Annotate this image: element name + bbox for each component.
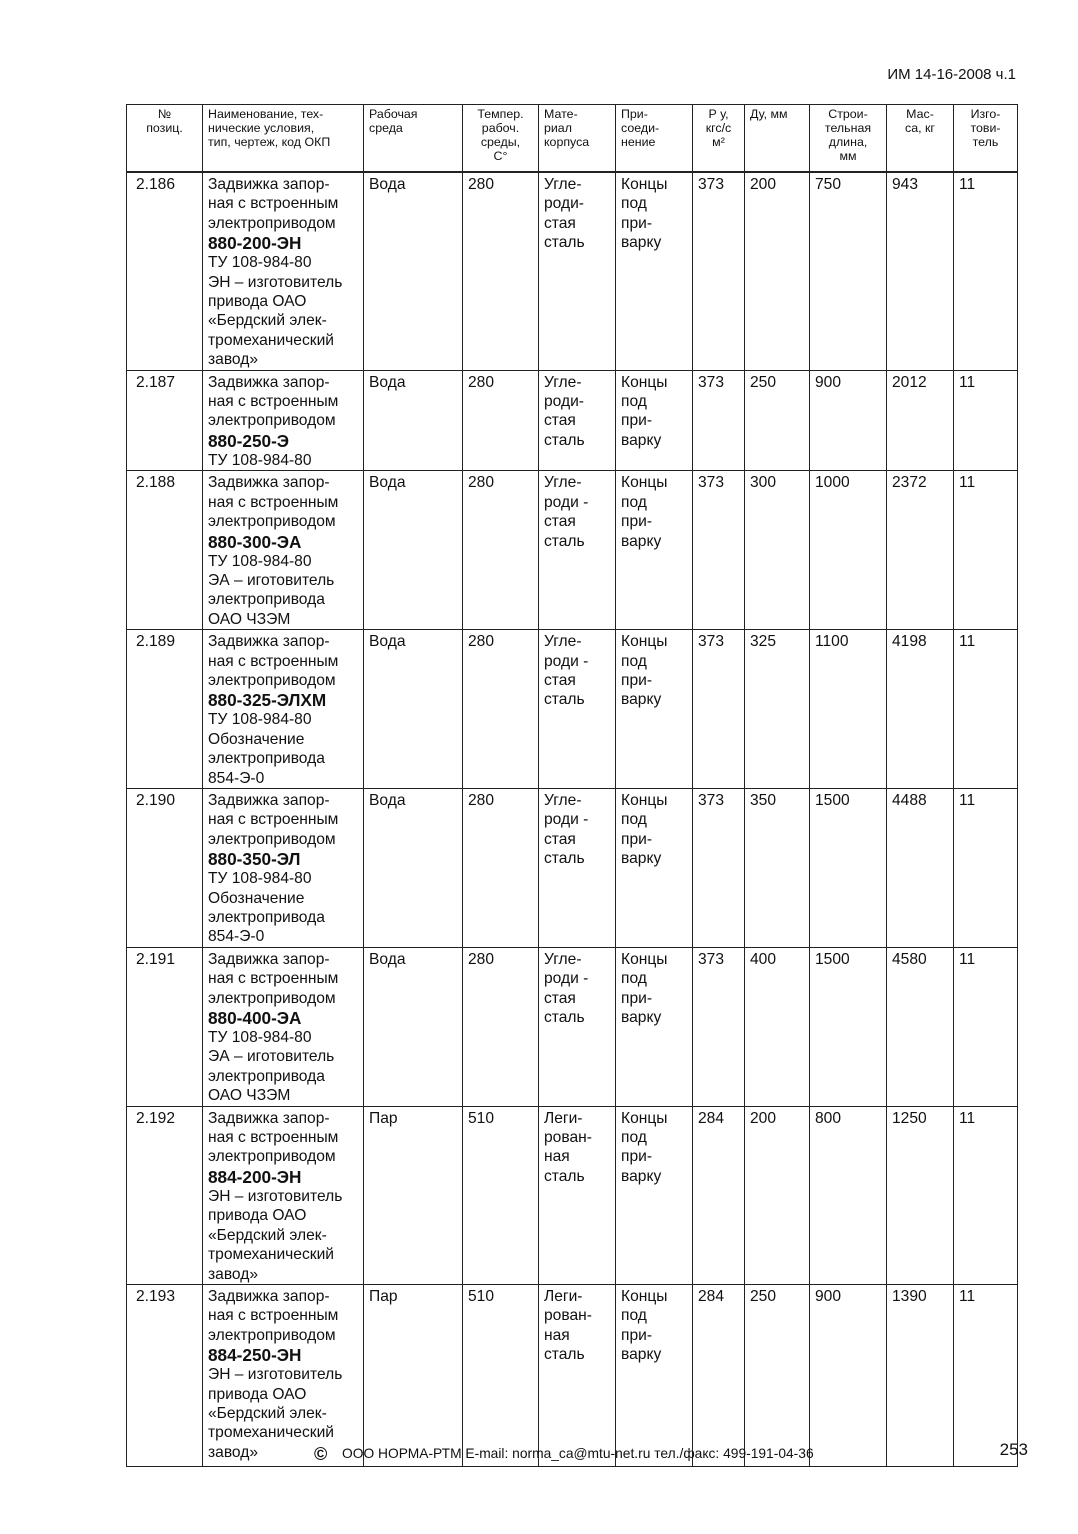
temperature-cell-value: 280 [468, 633, 495, 651]
pressure-cell-value: 373 [698, 474, 725, 492]
position-cell-value: 2.190 [136, 791, 176, 809]
mass-cell-value: 1250 [892, 1109, 927, 1127]
material-cell-value: Леги- рован- ная сталь [544, 1287, 592, 1364]
valve-model: 880-200-ЭН [208, 233, 302, 254]
temperature-cell [463, 630, 539, 789]
manufacturer-cell-value: 11 [959, 1109, 976, 1127]
connection-cell-value: Концы под при- варку [621, 1109, 668, 1185]
valve-description: Задвижка запор- ная с встроенным электроприводом [208, 373, 339, 430]
manufacturer-cell-value: 11 [959, 1287, 976, 1305]
material-cell-value: Угле- роди - стая сталь [544, 950, 589, 1027]
table-row [127, 471, 1018, 630]
valve-specs: ТУ 108-984-80 ЭА – иготовитель электропривода ОАО ЧЗЭМ [208, 1029, 335, 1105]
medium-cell-value: Вода [369, 176, 406, 193]
position-cell [127, 172, 203, 370]
copyright-icon: © [314, 1444, 328, 1464]
mass-cell-value: 4580 [892, 950, 927, 968]
connection-cell [616, 1284, 693, 1466]
mass-cell-value: 2372 [892, 474, 927, 492]
material-cell [539, 471, 616, 630]
valve-specs: ТУ 108-984-80 [208, 451, 312, 469]
nominal-diameter-cell [745, 630, 810, 789]
temperature-cell [463, 1284, 539, 1466]
mass-cell [887, 370, 954, 471]
position-cell-value: 2.192 [136, 1109, 176, 1127]
fittings-spec-table [126, 104, 1018, 1467]
length-cell [810, 471, 887, 630]
valve-specs: ЭН – изготовитель привода ОАО «Бердский элек- тромеханический завод» [208, 1187, 343, 1283]
mass-cell-value: 4488 [892, 791, 927, 809]
length-cell [810, 1284, 887, 1466]
connection-cell-value: Концы под при- варку [621, 633, 668, 709]
valve-model: 884-250-ЭН [208, 1345, 302, 1366]
medium-cell [364, 172, 463, 370]
length-cell-value: 900 [815, 373, 842, 391]
temperature-cell-value: 280 [468, 176, 495, 193]
material-cell [539, 172, 616, 370]
manufacturer-cell [954, 630, 1018, 789]
length-cell-value: 1000 [815, 474, 850, 492]
medium-cell [364, 630, 463, 789]
length-cell-value: 1500 [815, 950, 850, 968]
position-cell [127, 1284, 203, 1466]
length-cell-value: 750 [815, 176, 842, 193]
pressure-cell-value: 373 [698, 633, 725, 651]
medium-cell-value: Пар [369, 1109, 398, 1127]
nominal-diameter-cell-value: 250 [750, 373, 777, 391]
valve-specs: ТУ 108-984-80 Обозначение электропривода 854-Э-0 [208, 870, 325, 946]
table-row [127, 947, 1018, 1106]
header-length: Строи- тельная длина, мм [810, 105, 887, 173]
nominal-diameter-cell-value: 350 [750, 791, 777, 809]
header-material: Мате- риал корпуса [539, 105, 616, 173]
length-cell-value: 900 [815, 1287, 842, 1305]
medium-cell-value: Вода [369, 950, 406, 968]
nominal-diameter-cell [745, 1106, 810, 1284]
mass-cell-value: 1390 [892, 1287, 927, 1305]
manufacturer-cell [954, 947, 1018, 1106]
temperature-cell-value: 280 [468, 950, 495, 968]
medium-cell-value: Вода [369, 633, 406, 651]
connection-cell [616, 370, 693, 471]
nominal-diameter-cell-value: 400 [750, 950, 777, 968]
header-pressure: Р у, кгс/с м² [693, 105, 745, 173]
material-cell [539, 788, 616, 947]
valve-description: Задвижка запор- ная с встроенным электроприводом [208, 791, 339, 848]
valve-specs: ТУ 108-984-80 ЭА – иготовитель электропривода ОАО ЧЗЭМ [208, 552, 335, 628]
length-cell [810, 947, 887, 1106]
temperature-cell [463, 1106, 539, 1284]
connection-cell [616, 172, 693, 370]
pressure-cell [693, 370, 745, 471]
temperature-cell-value: 280 [468, 791, 495, 809]
page-number: 253 [999, 1440, 1028, 1459]
table-row [127, 1106, 1018, 1284]
table-row [127, 788, 1018, 947]
connection-cell-value: Концы под при- варку [621, 950, 668, 1027]
valve-model: 880-350-ЭЛ [208, 849, 301, 870]
nominal-diameter-cell [745, 172, 810, 370]
medium-cell [364, 947, 463, 1106]
mass-cell [887, 947, 954, 1106]
pressure-cell-value: 284 [698, 1109, 725, 1127]
position-cell-value: 2.187 [136, 373, 176, 391]
pressure-cell [693, 1106, 745, 1284]
pressure-cell-value: 373 [698, 373, 725, 391]
table-header-row [127, 105, 1018, 173]
valve-model: 884-200-ЭН [208, 1166, 302, 1187]
header-position: № позиц. [127, 105, 203, 173]
connection-cell-value: Концы под при- варку [621, 474, 668, 550]
length-cell [810, 370, 887, 471]
connection-cell [616, 947, 693, 1106]
length-cell [810, 630, 887, 789]
table-row [127, 1284, 1018, 1466]
document-code: ИМ 14-16-2008 ч.1 [887, 66, 1016, 83]
valve-specs: ЭН – изготовитель привода ОАО «Бердский элек- тромеханический завод» [208, 1366, 343, 1461]
position-cell-value: 2.191 [136, 950, 176, 968]
valve-description: Задвижка запор- ная с встроенным электроприводом [208, 950, 339, 1007]
medium-cell [364, 370, 463, 471]
header-temperature: Темпер. рабоч. среды, С° [463, 105, 539, 173]
mass-cell-value: 943 [892, 176, 919, 193]
manufacturer-cell-value: 11 [959, 474, 976, 492]
mass-cell [887, 1106, 954, 1284]
medium-cell [364, 1106, 463, 1284]
medium-cell-value: Вода [369, 373, 406, 391]
nominal-diameter-cell-value: 300 [750, 474, 777, 492]
length-cell [810, 1106, 887, 1284]
valve-model: 880-300-ЭА [208, 531, 302, 552]
material-cell [539, 1284, 616, 1466]
table-row [127, 172, 1018, 370]
mass-cell [887, 1284, 954, 1466]
pressure-cell [693, 788, 745, 947]
name-cell [203, 172, 364, 370]
nominal-diameter-cell [745, 370, 810, 471]
mass-cell [887, 471, 954, 630]
manufacturer-cell [954, 471, 1018, 630]
pressure-cell-value: 373 [698, 950, 725, 968]
position-cell-value: 2.186 [136, 176, 176, 193]
pressure-cell [693, 471, 745, 630]
mass-cell [887, 788, 954, 947]
pressure-cell-value: 284 [698, 1287, 725, 1305]
valve-description: Задвижка запор- ная с встроенным электроприводом [208, 1287, 339, 1344]
medium-cell-value: Пар [369, 1287, 398, 1305]
material-cell [539, 1106, 616, 1284]
pressure-cell [693, 947, 745, 1106]
length-cell-value: 1100 [815, 633, 849, 651]
nominal-diameter-cell [745, 947, 810, 1106]
temperature-cell [463, 788, 539, 947]
position-cell [127, 1106, 203, 1284]
pressure-cell-value: 373 [698, 791, 725, 809]
connection-cell [616, 1106, 693, 1284]
nominal-diameter-cell [745, 471, 810, 630]
material-cell-value: Угле- роди- стая сталь [544, 176, 585, 252]
medium-cell-value: Вода [369, 474, 406, 492]
footer-contacts: ООО НОРМА-РТМ E-mail: norma_ca@mtu-net.ru тел./факс: 499-191-04-36 [342, 1446, 814, 1461]
valve-specs: ТУ 108-984-80 ЭН – изготовитель привода ОАО «Бердский элек- тромеханический завод» [208, 254, 343, 369]
medium-cell [364, 788, 463, 947]
connection-cell-value: Концы под при- варку [621, 373, 668, 449]
header-manufacturer: Изго- тови- тель [954, 105, 1018, 173]
valve-description: Задвижка запор- ная с встроенным электроприводом [208, 176, 339, 232]
temperature-cell [463, 947, 539, 1106]
temperature-cell-value: 280 [468, 373, 495, 391]
mass-cell [887, 172, 954, 370]
material-cell-value: Леги- рован- ная сталь [544, 1109, 592, 1185]
manufacturer-cell-value: 11 [959, 950, 976, 968]
temperature-cell-value: 510 [468, 1287, 495, 1305]
nominal-diameter-cell-value: 325 [750, 633, 777, 651]
valve-description: Задвижка запор- ная с встроенным электроприводом [208, 1109, 339, 1166]
pressure-cell-value: 373 [698, 176, 725, 193]
position-cell-value: 2.189 [136, 633, 176, 651]
name-cell [203, 370, 364, 471]
manufacturer-cell-value: 11 [959, 791, 976, 809]
temperature-cell-value: 510 [468, 1109, 495, 1127]
pressure-cell [693, 1284, 745, 1466]
material-cell-value: Угле- роди - стая сталь [544, 791, 589, 868]
manufacturer-cell [954, 788, 1018, 947]
connection-cell-value: Концы под при- варку [621, 176, 668, 252]
name-cell [203, 1284, 364, 1466]
nominal-diameter-cell-value: 200 [750, 176, 777, 193]
temperature-cell [463, 172, 539, 370]
header-mass: Мас- са, кг [887, 105, 954, 173]
mass-cell [887, 630, 954, 789]
nominal-diameter-cell-value: 250 [750, 1287, 777, 1305]
valve-description: Задвижка запор- ная с встроенным электроприводом [208, 633, 339, 689]
length-cell [810, 788, 887, 947]
connection-cell [616, 788, 693, 947]
nominal-diameter-cell [745, 788, 810, 947]
material-cell [539, 947, 616, 1106]
temperature-cell [463, 471, 539, 630]
connection-cell-value: Концы под при- варку [621, 1287, 668, 1364]
name-cell [203, 788, 364, 947]
length-cell-value: 800 [815, 1109, 842, 1127]
header-name: Наименование, тех- нические условия, тип, чертеж, код ОКП [203, 105, 364, 173]
manufacturer-cell [954, 1106, 1018, 1284]
medium-cell [364, 471, 463, 630]
material-cell [539, 630, 616, 789]
manufacturer-cell [954, 370, 1018, 471]
position-cell [127, 370, 203, 471]
table-row [127, 370, 1018, 471]
nominal-diameter-cell [745, 1284, 810, 1466]
header-nominal-diameter: Ду, мм [745, 105, 810, 173]
manufacturer-cell-value: 11 [959, 176, 976, 193]
length-cell [810, 172, 887, 370]
mass-cell-value: 4198 [892, 633, 927, 651]
name-cell [203, 947, 364, 1106]
position-cell-value: 2.188 [136, 474, 176, 492]
nominal-diameter-cell-value: 200 [750, 1109, 777, 1127]
pressure-cell [693, 630, 745, 789]
position-cell-value: 2.193 [136, 1287, 176, 1305]
valve-model: 880-400-ЭА [208, 1008, 302, 1029]
pressure-cell [693, 172, 745, 370]
manufacturer-cell [954, 172, 1018, 370]
table-row [127, 630, 1018, 789]
temperature-cell [463, 370, 539, 471]
medium-cell-value: Вода [369, 791, 406, 809]
length-cell-value: 1500 [815, 791, 850, 809]
name-cell [203, 630, 364, 789]
connection-cell [616, 630, 693, 789]
position-cell [127, 947, 203, 1106]
connection-cell [616, 471, 693, 630]
position-cell [127, 630, 203, 789]
mass-cell-value: 2012 [892, 373, 927, 391]
material-cell-value: Угле- роди- стая сталь [544, 373, 585, 449]
temperature-cell-value: 280 [468, 474, 495, 492]
medium-cell [364, 1284, 463, 1466]
manufacturer-cell-value: 11 [959, 633, 976, 651]
valve-description: Задвижка запор- ная с встроенным электроприводом [208, 474, 339, 531]
position-cell [127, 471, 203, 630]
valve-model: 880-325-ЭЛХМ [208, 690, 327, 711]
header-medium: Рабочая среда [364, 105, 463, 173]
connection-cell-value: Концы под при- варку [621, 791, 668, 868]
valve-specs: ТУ 108-984-80 Обозначение электропривода 854-Э-0 [208, 711, 325, 787]
material-cell [539, 370, 616, 471]
name-cell [203, 1106, 364, 1284]
header-connection: При- соеди- нение [616, 105, 693, 173]
position-cell [127, 788, 203, 947]
name-cell [203, 471, 364, 630]
material-cell-value: Угле- роди - стая сталь [544, 474, 589, 550]
manufacturer-cell-value: 11 [959, 373, 976, 391]
material-cell-value: Угле- роди - стая сталь [544, 633, 589, 709]
valve-model: 880-250-Э [208, 430, 290, 451]
